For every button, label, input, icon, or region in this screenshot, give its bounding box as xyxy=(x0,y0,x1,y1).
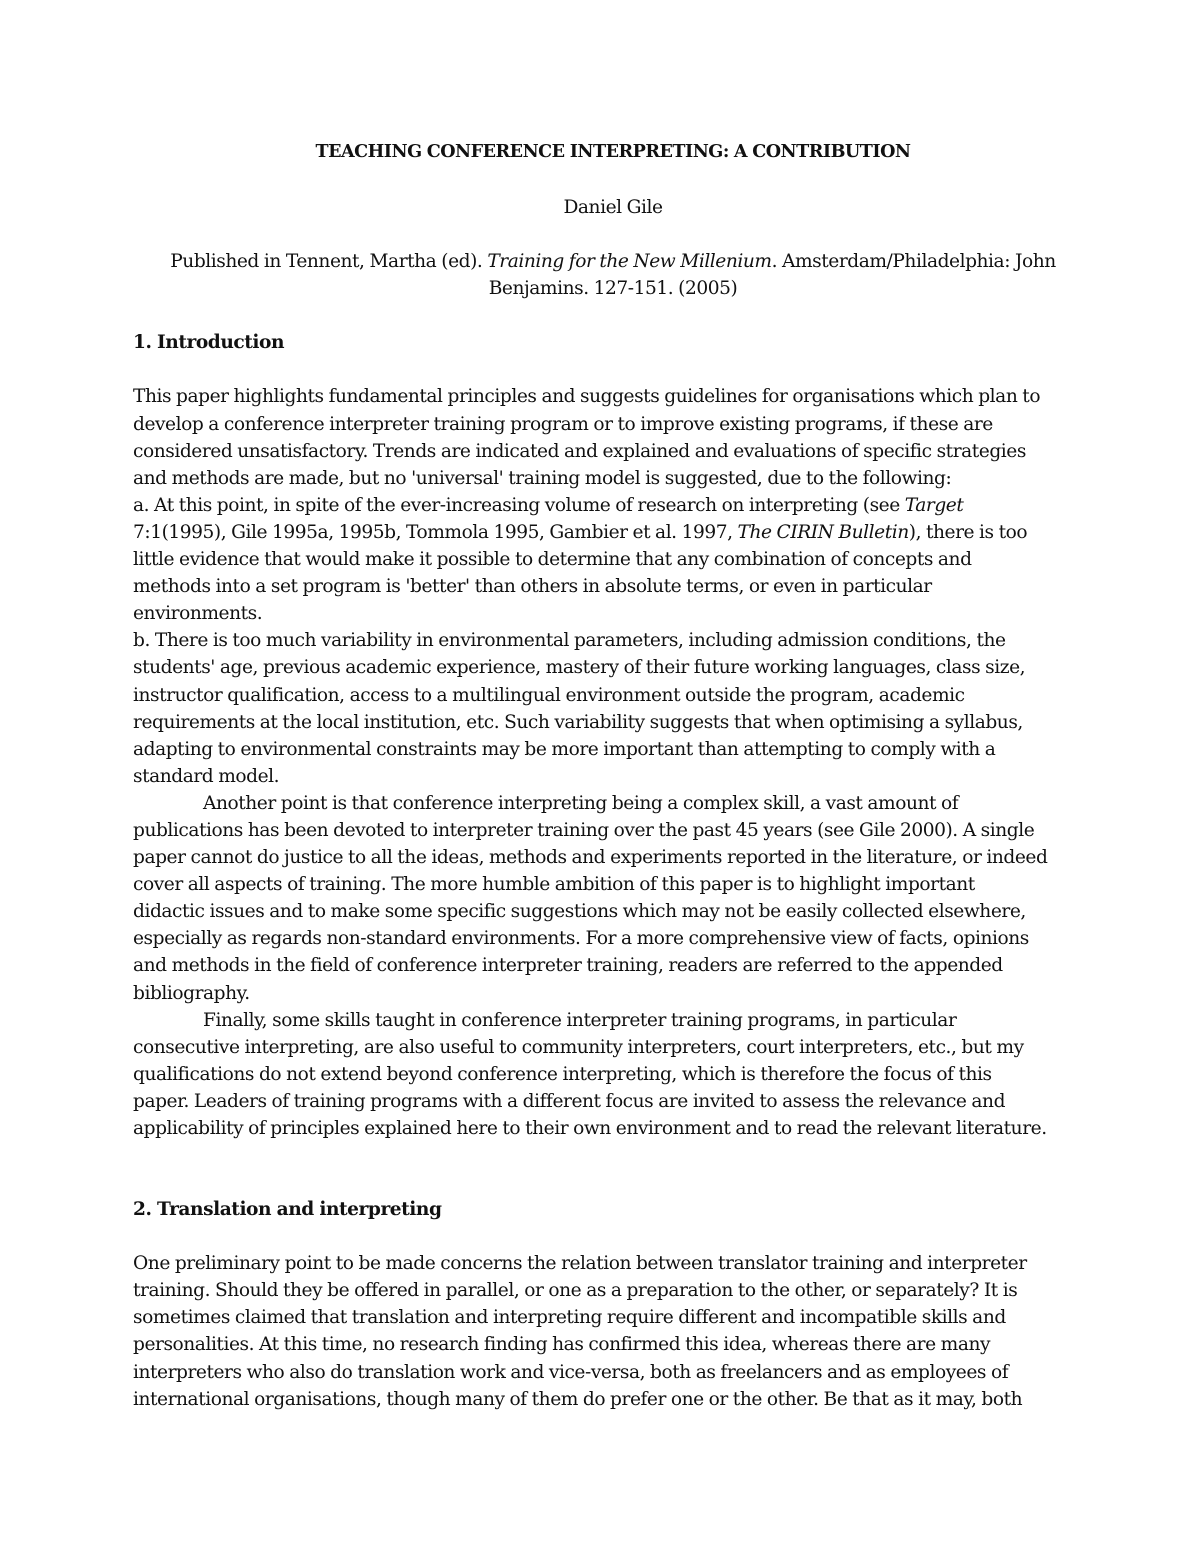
text-line: standard model. xyxy=(133,765,280,787)
publication-book-title: Training for the New Millenium xyxy=(487,251,772,273)
author-name: Daniel Gile xyxy=(563,197,663,219)
publication-prefix: Published in Tennent, Martha (ed). xyxy=(170,251,488,273)
text-line: personalities. At this time, no research finding has confirmed this idea, whereas there are many xyxy=(133,1334,991,1356)
text-line: students' age, previous academic experience, mastery of their future working languages, class size, xyxy=(133,657,1026,679)
text-line: publications has been devoted to interpreter training over the past 45 years (see Gile 2000). A single xyxy=(133,819,1035,841)
text-line: especially as regards non-standard environments. For a more comprehensive view of facts, opinions xyxy=(133,928,1029,950)
text-line: sometimes claimed that translation and interpreting require different and incompatible skills and xyxy=(133,1307,1006,1329)
text-line: bibliography. xyxy=(133,982,250,1004)
text-line: methods into a set program is 'better' than others in absolute terms, or even in particular xyxy=(133,576,932,598)
text-segment: a. At this point, in spite of the ever-increasing volume of research on interpreting (see xyxy=(133,494,905,516)
text-line: environments. xyxy=(133,603,263,625)
text-line: considered unsatisfactory. Trends are indicated and explained and evaluations of specific strategies xyxy=(133,440,1026,462)
text-line: paper cannot do justice to all the ideas, methods and experiments reported in the literature, or indeed xyxy=(133,847,1048,869)
section-heading-introduction: 1. Introduction xyxy=(133,332,285,354)
text-segment: 7:1(1995), Gile 1995a, 1995b, Tommola 1995, Gambier et al. 1997, xyxy=(133,521,738,543)
text-line: little evidence that would make it possible to determine that any combination of concepts and xyxy=(133,549,972,571)
text-line: adapting to environmental constraints may be more important than attempting to comply with a xyxy=(133,738,996,760)
publication-info xyxy=(133,248,1093,302)
text-line: Finally, some skills taught in conference interpreter training programs, in particular xyxy=(203,1009,957,1031)
text-line xyxy=(133,492,1093,519)
text-line: b. There is too much variability in environmental parameters, including admission conditions, the xyxy=(133,630,1006,652)
text-line: consecutive interpreting, are also useful to community interpreters, court interpreters, etc., but my xyxy=(133,1036,1024,1058)
text-line: paper. Leaders of training programs with a different focus are invited to assess the relevance and xyxy=(133,1090,1006,1112)
text-line: and methods in the field of conference interpreter training, readers are referred to the appended xyxy=(133,955,1003,977)
text-line: One preliminary point to be made concerns the relation between translator training and interpreter xyxy=(133,1253,1027,1275)
text-line: didactic issues and to make some specific suggestions which may not be easily collected elsewhere, xyxy=(133,901,1026,923)
text-segment: ), there is too xyxy=(908,521,1028,543)
translation-interpreting-body xyxy=(133,1250,1093,1413)
text-line: international organisations, though many of them do prefer one or the other. Be that as it may, both xyxy=(133,1388,1023,1410)
text-line: interpreters who also do translation work and vice-versa, both as freelancers and as employees of xyxy=(133,1361,1009,1383)
text-line: applicability of principles explained here to their own environment and to read the relevant literature. xyxy=(133,1118,1047,1139)
text-line: develop a conference interpreter training program or to improve existing programs, if these are xyxy=(133,413,993,435)
text-line: This paper highlights fundamental principles and suggests guidelines for organisations which plan to xyxy=(133,386,1041,408)
text-line: Another point is that conference interpreting being a complex skill, a vast amount of xyxy=(203,792,959,814)
text-line: requirements at the local institution, etc. Such variability suggests that when optimising a syllabus, xyxy=(133,711,1023,733)
paper-title: TEACHING CONFERENCE INTERPRETING: A CONTRIBUTION xyxy=(315,141,911,162)
publication-pages-year: Benjamins. 127-151. (2005) xyxy=(488,278,738,300)
introduction-body xyxy=(133,383,1093,1142)
text-line: cover all aspects of training. The more humble ambition of this paper is to highlight important xyxy=(133,874,975,896)
text-line: and methods are made, but no 'universal' training model is suggested, due to the following: xyxy=(133,467,952,489)
text-line: training. Should they be offered in parallel, or one as a preparation to the other, or separately? It is xyxy=(133,1280,1018,1302)
publication-publisher: . Amsterdam/Philadelphia: John xyxy=(771,251,1056,273)
text-line: instructor qualification, access to a multilingual environment outside the program, academic xyxy=(133,684,965,706)
text-line xyxy=(133,519,1093,546)
italic-citation: Target xyxy=(904,494,964,516)
document-page xyxy=(133,138,1093,1413)
section-heading-translation-interpreting: 2. Translation and interpreting xyxy=(133,1199,442,1221)
text-line: qualifications do not extend beyond conference interpreting, which is therefore the focus of this xyxy=(133,1063,992,1085)
italic-citation: The CIRIN Bulletin xyxy=(737,521,909,543)
